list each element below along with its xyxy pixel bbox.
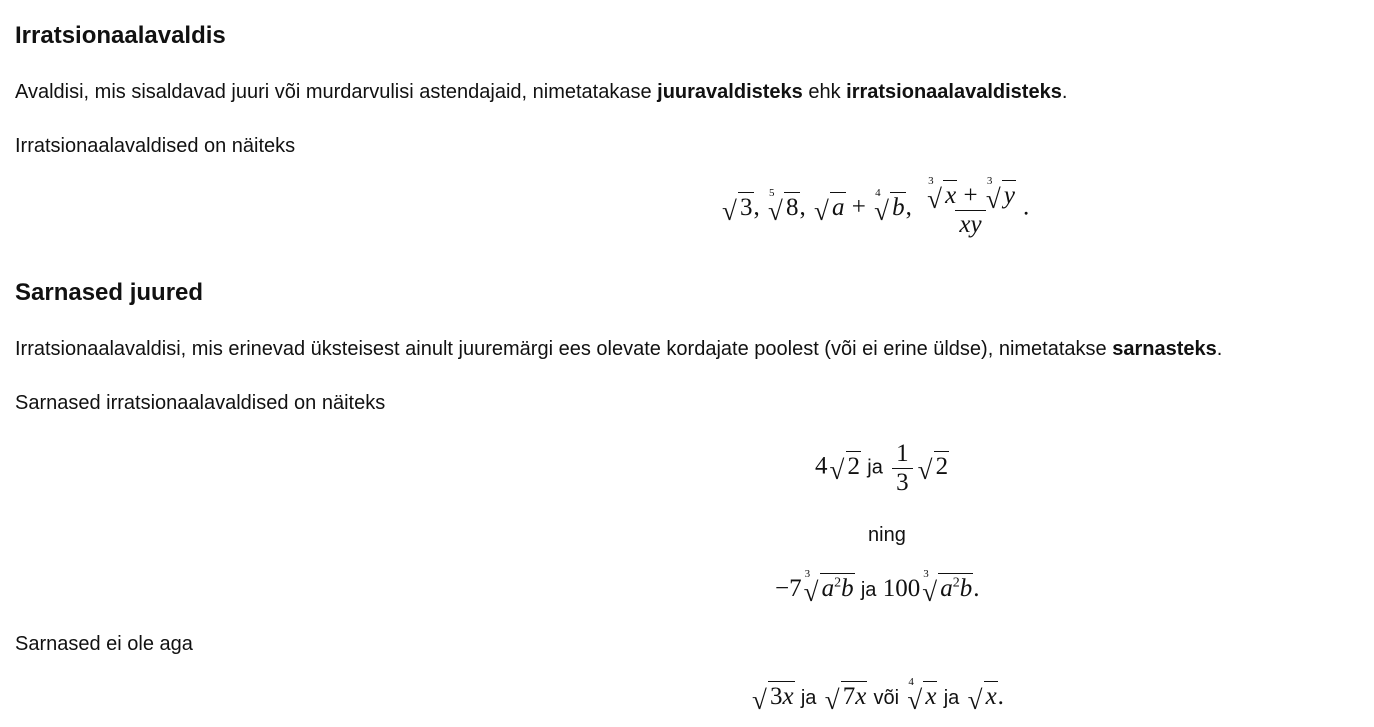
word-voi: või (873, 687, 900, 709)
sqrt-3: √ 3 (722, 193, 753, 226)
definition-text: Avaldisi, mis sisaldavad juuri või murdarvulisi astendajaid, nimetatakase (15, 81, 658, 103)
formula-not-similar: √ 3x ja √ 7x või 4 √ x ja √ x. (752, 676, 1004, 715)
term-juuravaldisteks: juuravaldisteks (657, 81, 803, 103)
word-ja: ja (943, 687, 960, 709)
formula-similar-example-1: 4 √ 2 ja $\frac{1}{3}$ √ 2 (815, 440, 949, 496)
fraction-cbrt-sum-over-xy: 3 √ x + 3 √ y xy (927, 175, 1015, 238)
root5-8: 5 √ 8 (768, 186, 799, 226)
definition-text-mid: ehk (802, 81, 847, 103)
root4-b: 4 √ b (874, 186, 905, 226)
word-ja: ja (800, 687, 817, 709)
heading-irratsionaalavaldis: Irratsionaalavaldis (15, 22, 226, 49)
sqrt-a: √ a (814, 193, 845, 226)
heading-sarnased-juured: Sarnased juured (15, 279, 204, 306)
similar-definition-end: . (1216, 338, 1223, 360)
paragraph-not-similar-intro: Sarnased ei ole aga (15, 633, 193, 655)
paragraph-examples-intro: Irratsionaalavaldised on näiteks (15, 135, 296, 157)
word-ja: ja (860, 579, 877, 601)
paragraph-similar-definition (15, 338, 1222, 361)
paragraph-definition (15, 81, 1067, 104)
formula-irrational-examples: √ 3, 5 √ 8, √ a + 4 √ b, 3 √ x + 3 √ y xy . (722, 175, 1030, 238)
term-irratsionaalavaldisteks: irratsionaalavaldisteks (846, 81, 1062, 103)
word-ning: ning (868, 524, 906, 546)
term-sarnasteks: sarnasteks (1112, 338, 1217, 360)
similar-definition-text: Irratsionaalavaldisi, mis erinevad üksteisest ainult juuremärgi ees olevate kordajate poolest (või ei erine üldse), nimetatakse (15, 338, 1113, 360)
formula-similar-example-2: −7 3 √ $a^2b$ ja 100 3 √ $a^2b$. (775, 568, 980, 607)
word-ja: ja (867, 456, 883, 479)
paragraph-similar-examples-intro: Sarnased irratsionaalavaldised on näiteks (15, 392, 386, 414)
definition-end: . (1061, 81, 1068, 103)
